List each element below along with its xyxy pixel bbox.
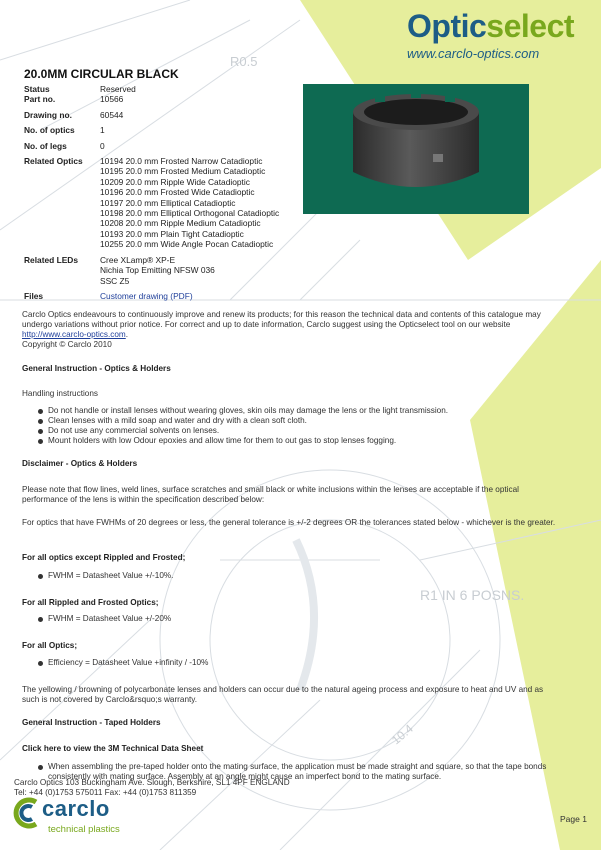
spec-table bbox=[20, 84, 283, 301]
product-photo bbox=[303, 84, 529, 214]
logo-word-select: select bbox=[486, 8, 575, 44]
spec-value: Reserved bbox=[100, 84, 136, 94]
related-optic-item[interactable]: 10208 20.0 mm Ripple Medium Catadioptic bbox=[100, 218, 261, 229]
website-link[interactable]: http://www.carclo-optics.com bbox=[22, 330, 126, 339]
list-item: FWHM = Datasheet Value +/-10%. bbox=[36, 571, 576, 581]
spec-value: 10566 bbox=[100, 94, 124, 105]
related-optic-item[interactable]: 10198 20.0 mm Elliptical Orthogonal Catadioptic bbox=[100, 208, 280, 219]
section2-heading: For all Rippled and Frosted Optics; bbox=[22, 598, 159, 607]
related-optic-item[interactable]: 10195 20.0 mm Frosted Medium Catadioptic bbox=[100, 166, 266, 177]
related-leds-label: Related LEDs bbox=[24, 254, 78, 265]
handling-list bbox=[36, 406, 576, 446]
related-optic-item[interactable]: 10197 20.0 mm Elliptical Catadioptic bbox=[100, 197, 236, 208]
bg-label-104: 10.4 bbox=[388, 721, 416, 748]
spec-row bbox=[20, 94, 283, 109]
footer-address-block bbox=[14, 778, 290, 798]
list-item: Do not handle or install lenses without wearing gloves, skin oils may damage the lens or the light transmission. bbox=[36, 406, 576, 416]
related-leds-row bbox=[20, 255, 283, 291]
related-optics-list bbox=[96, 156, 283, 255]
customer-drawing-link[interactable]: Customer drawing (PDF) bbox=[100, 290, 193, 301]
files-label: Files bbox=[24, 290, 44, 301]
spec-row bbox=[20, 125, 283, 140]
spec-value: 0 bbox=[100, 140, 105, 151]
spec-label: No. of optics bbox=[24, 125, 75, 136]
related-optic-item[interactable]: 10255 20.0 mm Wide Angle Pocan Catadioptic bbox=[100, 239, 274, 250]
related-optic-item[interactable]: 10209 20.0 mm Ripple Wide Catadioptic bbox=[100, 176, 250, 187]
spec-row bbox=[20, 110, 283, 125]
list-item: Clean lenses with a mild soap and water and dry with a clean soft cloth. bbox=[36, 416, 576, 426]
list-item: Efficiency = Datasheet Value +infinity / -10% bbox=[36, 658, 576, 668]
list-item: Mount holders with low Odour epoxies and allow time for them to out gas to stop lenses fogging. bbox=[36, 436, 576, 446]
section2-list bbox=[36, 614, 576, 624]
related-optics-label: Related Optics bbox=[24, 156, 83, 167]
related-optic-item[interactable]: 10193 20.0 mm Plain Tight Catadioptic bbox=[100, 228, 244, 239]
carclo-division: technical plastics bbox=[48, 824, 120, 835]
bg-label-r05: R0.5 bbox=[230, 54, 258, 69]
opticselect-logo bbox=[407, 8, 574, 44]
disclaimer-p1: Please note that flow lines, weld lines, surface scratches and small black or white inclusions within the lenses are acceptable if the optical performance of the lens is within the specification described below: bbox=[22, 485, 519, 504]
spec-row bbox=[20, 84, 283, 94]
list-item: Do not use any commercial solvents on lenses. bbox=[36, 426, 576, 436]
general-heading: General Instruction - Optics & Holders bbox=[22, 364, 171, 373]
spec-label: No. of legs bbox=[24, 140, 67, 151]
holder-render-icon bbox=[303, 84, 529, 214]
page-number: Page 1 bbox=[560, 814, 587, 824]
related-leds-list bbox=[96, 255, 283, 291]
footer-address: Carclo Optics 103 Buckingham Ave. Slough, Berkshire, SL1 4PF ENGLAND bbox=[14, 778, 290, 787]
related-optic-item[interactable]: 10196 20.0 mm Frosted Wide Catadioptic bbox=[100, 187, 255, 198]
related-led-item: Cree XLamp® XP-E bbox=[100, 254, 176, 265]
copyright: Copyright © Carclo 2010 bbox=[22, 340, 112, 349]
3m-datasheet-link[interactable]: Click here to view the 3M Technical Data Sheet bbox=[22, 744, 204, 753]
spec-row bbox=[20, 141, 283, 156]
taped-heading: General Instruction - Taped Holders bbox=[22, 718, 161, 727]
related-led-item: SSC Z5 bbox=[100, 275, 130, 286]
carclo-wordmark: carclo bbox=[42, 796, 110, 821]
spec-value: 60544 bbox=[100, 109, 124, 120]
section1-list bbox=[36, 571, 576, 581]
list-item: When assembling the pre-taped holder onto the mating surface, the application must be made straight and square, so that the tape bonds consistently with mating surface. Assembly at an angle might cause an imperfect bond to the mating surface. bbox=[36, 762, 576, 782]
section1-heading: For all optics except Rippled and Frosted; bbox=[22, 553, 186, 562]
carclo-swirl-icon bbox=[12, 796, 42, 830]
spec-label: Drawing no. bbox=[24, 109, 72, 120]
section3-list bbox=[36, 658, 576, 668]
related-led-item: Nichia Top Emitting NFSW 036 bbox=[100, 265, 215, 276]
website-url[interactable]: www.carclo-optics.com bbox=[407, 46, 540, 61]
intro-block: Carclo Optics endeavours to continuously improve and renew its products; for this reason the technical data and contents of this catalogue may undergo variations without prior notice. For correct and up to date information, Carclo suggest using the Opticselect tool on our website http://www.carclo-optics.com. Copyright © Carclo 2010 bbox=[22, 310, 541, 349]
section3-heading: For all Optics; bbox=[22, 641, 78, 650]
files-row bbox=[20, 291, 283, 301]
related-optics-row bbox=[20, 156, 283, 255]
disclaimer-p3: The yellowing / browning of polycarbonate lenses and holders can occur due to the natural ageing process and exposure to heat and UV and as such is not covered by Carclo&rsquo;s warranty. bbox=[22, 685, 544, 704]
product-title: 20.0MM CIRCULAR BLACK bbox=[24, 67, 179, 81]
logo-word-optic: Optic bbox=[407, 8, 487, 44]
intro-text: Carclo Optics endeavours to continuously improve and renew its products; for this reason the technical data and contents of this catalogue may undergo variations without prior notice. For correct and up to date information, Carclo suggest using the Opticselect tool on our website bbox=[22, 310, 541, 329]
footer-phone: Tel: +44 (0)1753 575011 Fax: +44 (0)1753 811359 bbox=[14, 788, 197, 797]
related-optic-item[interactable]: 10194 20.0 mm Frosted Narrow Catadioptic bbox=[100, 156, 263, 167]
spec-value: 1 bbox=[100, 125, 105, 136]
handling-label: Handling instructions bbox=[22, 389, 99, 398]
list-item: FWHM = Datasheet Value +/-20% bbox=[36, 614, 576, 624]
disclaimer-p2: For optics that have FWHMs of 20 degrees or less, the general tolerance is +/-2 degrees OR the tolerances stated below - whichever is the greater. bbox=[22, 518, 556, 527]
spec-label: Status bbox=[24, 84, 50, 94]
disclaimer-heading: Disclaimer - Optics & Holders bbox=[22, 459, 138, 468]
bg-label-r1: R1 IN 6 POSNS. bbox=[420, 587, 525, 603]
spec-label: Part no. bbox=[24, 94, 56, 105]
